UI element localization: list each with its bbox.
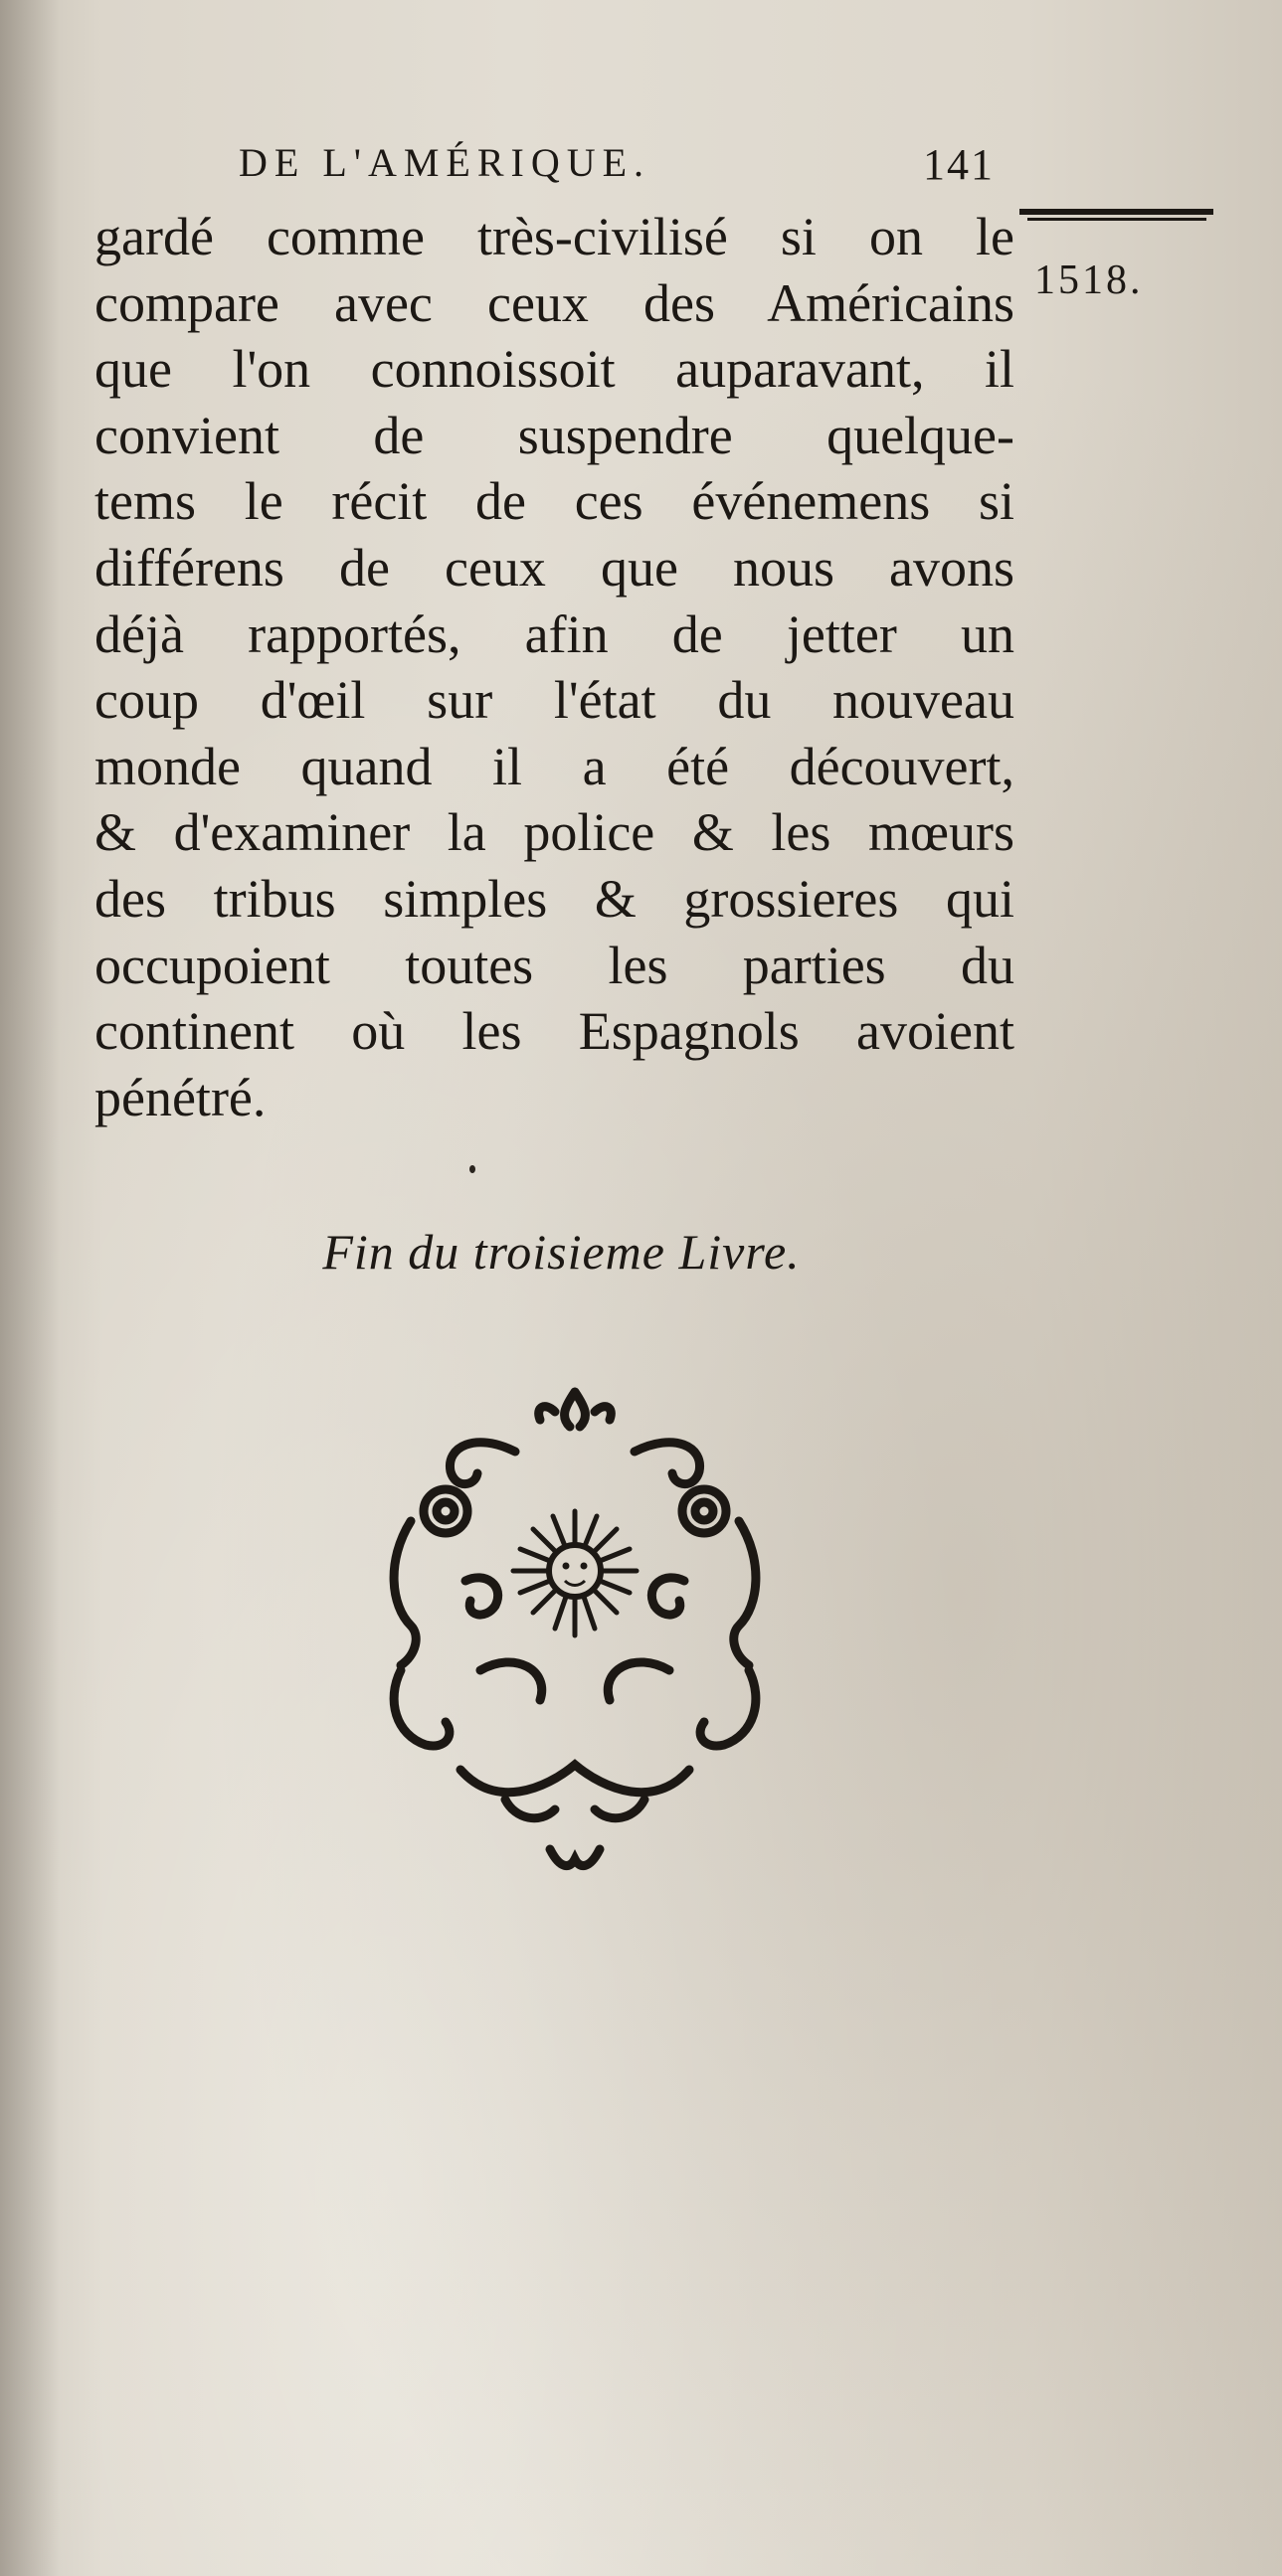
running-head: DE L'AMÉRIQUE. [239, 140, 651, 185]
text-line: continent où les Espagnols avoient [94, 1001, 1014, 1062]
margin-rule-thick [1019, 209, 1213, 215]
text-line-last: pénétré. [94, 1067, 267, 1127]
text-line: gardé comme très-civilisé si on le [94, 207, 1014, 266]
gutter-shadow [0, 0, 60, 2576]
text-line: que l'on connoissoit auparavant, il [94, 339, 1014, 400]
text-line: déjà rapportés, afin de jetter un [94, 603, 1014, 664]
margin-rule [1019, 209, 1213, 223]
text-line: convient de suspendre quelque- [94, 405, 1014, 465]
ink-speck [469, 1165, 475, 1173]
text-line: tems le récit de ces événemens si [94, 471, 1014, 532]
text-line: & d'examiner la police & les mœurs [94, 802, 1014, 863]
page-number: 141 [923, 140, 995, 189]
body-paragraph [94, 204, 1014, 1130]
text-line: occupoient toutes les parties du [94, 935, 1014, 995]
text-line: des tribus simples & grossieres qui [94, 868, 1014, 929]
margin-rule-thin [1027, 218, 1206, 221]
page-header [239, 139, 995, 199]
text-line: différens de ceux que nous avons [94, 537, 1014, 598]
floral-tailpiece-ornament-icon [366, 1372, 784, 1889]
text-line: compare avec ceux des Américains [94, 272, 1014, 333]
book-end-caption: Fin du troisieme Livre. [322, 1224, 801, 1280]
text-line: monde quand il a été découvert, [94, 736, 1014, 796]
margin-year-note: 1518. [1034, 258, 1144, 303]
text-line: coup d'œil sur l'état du nouveau [94, 670, 1014, 731]
